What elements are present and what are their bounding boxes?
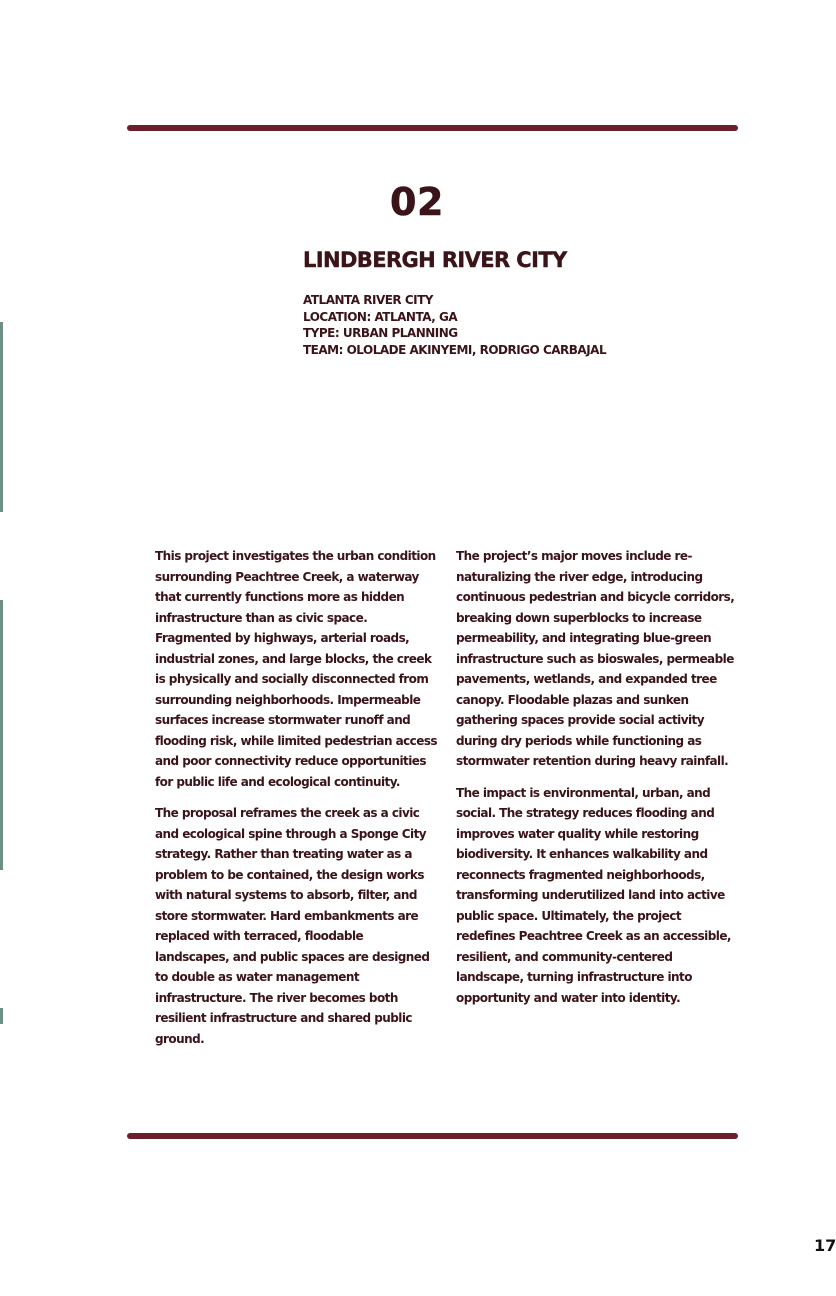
page-edge-mark-middle [0,600,3,870]
project-meta-team: TEAM: OLOLADE AKINYEMI, RODRIGO CARBAJAL [303,342,607,357]
project-meta-subtitle: ATLANTA RIVER CITY [303,293,433,307]
page-edge-mark-upper [0,322,3,512]
body-column-left [155,546,440,1060]
body-paragraph: This project investigates the urban condition surrounding Peachtree Creek, a waterway that currently functions more as hidden infrastructure than as civic space. Fragmented by highways, arterial roads, industrial zones, and large blocks, the creek is physically and socially disconnected from surrounding neighborhoods. Impermeable surfaces increase stormwater runoff and flooding risk, while limited pedestrian access and poor connectivity reduce opportunities for public life and ecological continuity. [155,549,438,789]
body-paragraph: The project’s major moves include re-naturalizing the river edge, introducing continuous pedestrian and bicycle corridors, breaking down superblocks to increase permeability, and integrating blue-green infrastructure such as bioswales, permeable pavements, wetlands, and expanded tree canopy. Floodable plazas and sunken gathering spaces provide social activity during dry periods while functioning as stormwater retention during heavy rainfall. [456,549,735,768]
page-edge-mark-lower [0,1008,3,1024]
body-column-right [456,546,741,1019]
project-title: LINDBERGH RIVER CITY [303,248,567,272]
body-paragraph: The proposal reframes the creek as a civic and ecological spine through a Sponge City strategy. Rather than treating water as a problem to be contained, the design works with natural systems to absorb, filter, and store stormwater. Hard embankments are replaced with terraced, floodable landscapes, and public spaces are designed to double as water management infrastructure. The river becomes both resilient infrastructure and shared public ground. [155,806,430,1046]
top-divider-rule [127,125,738,131]
body-paragraph: The impact is environmental, urban, and social. The strategy reduces flooding and improves water quality while restoring biodiversity. It enhances walkability and reconnects fragmented neighborhoods, transforming underutilized land into active public space. Ultimately, the project redefines Peachtree Creek as an accessible, resilient, and community-centered landscape, turning infrastructure into opportunity and water into identity. [456,785,731,1005]
page-number: 17 [814,1236,836,1255]
project-meta-type: TYPE: URBAN PLANNING [303,326,458,340]
bottom-divider-rule [127,1133,738,1139]
project-number: 02 [390,180,444,224]
project-meta-list [303,292,606,358]
project-meta-location: LOCATION: ATLANTA, GA [303,309,458,324]
